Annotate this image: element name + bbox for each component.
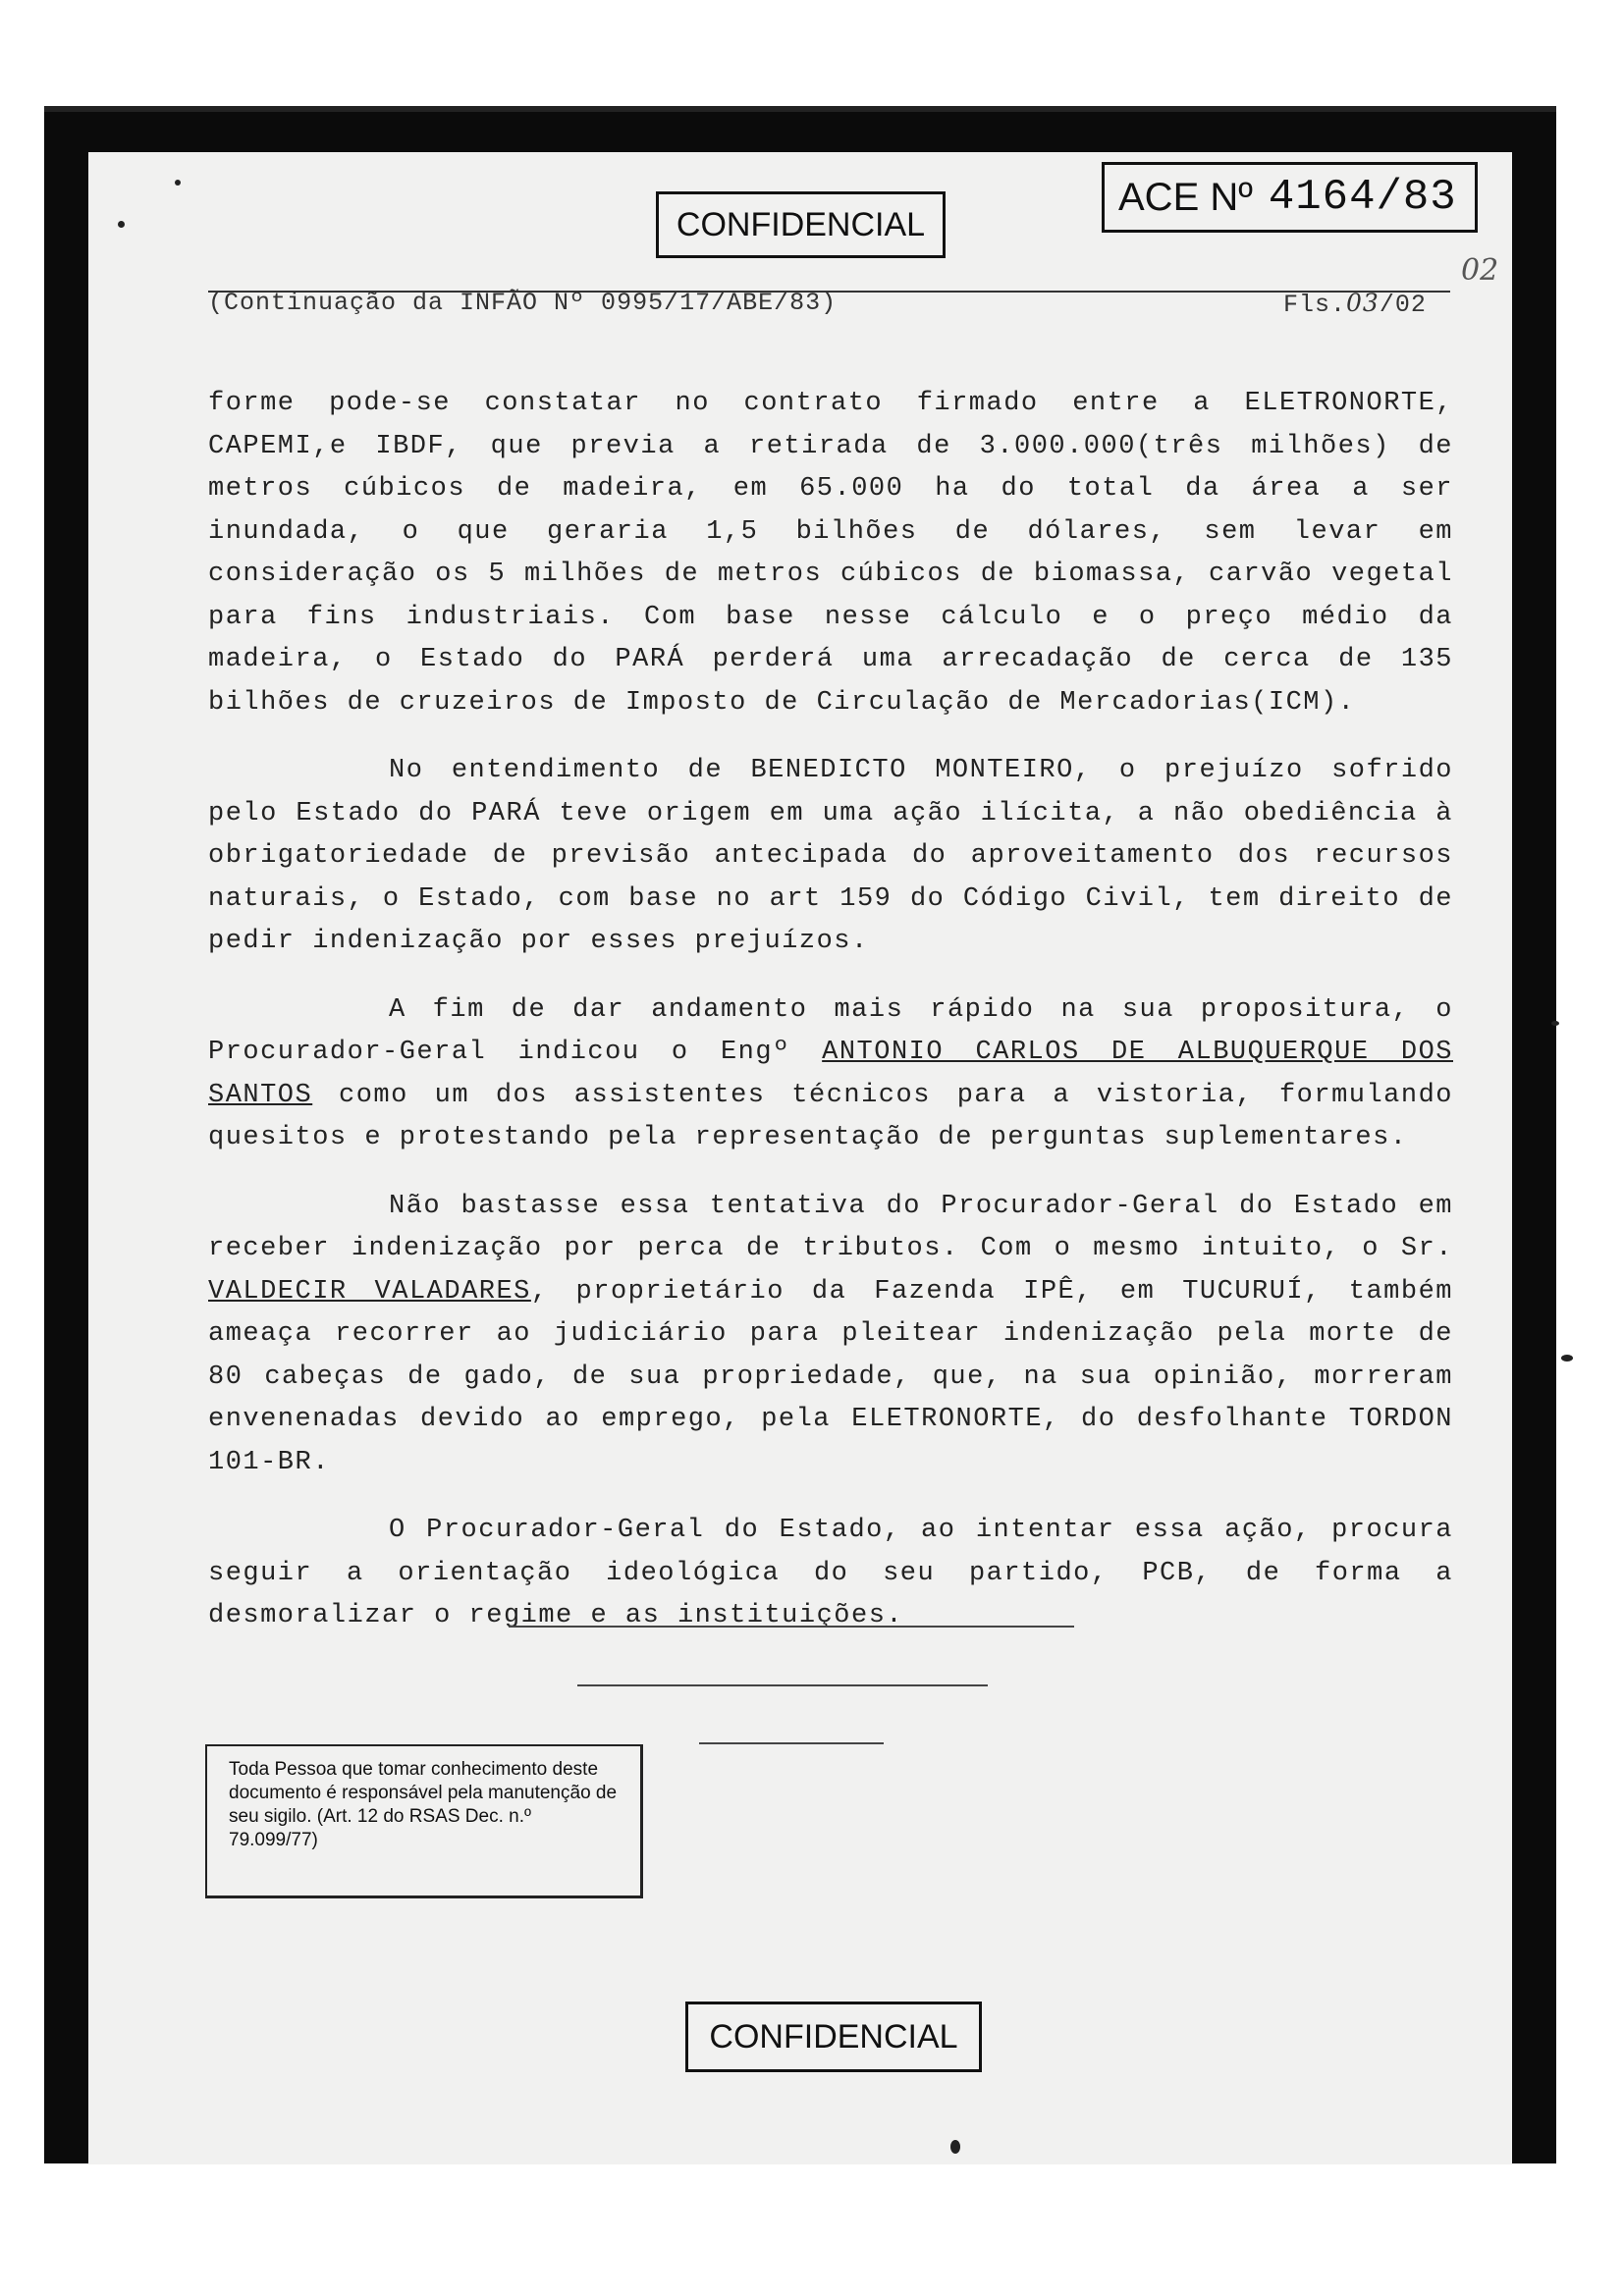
- scan-speck: [950, 2140, 960, 2154]
- paragraph-5: O Procurador-Geral do Estado, ao intentar essa ação, procura seguir a orientação ideológica do seu partido, PCB, de forma a desmoralizar o regime e as instituições.: [208, 1516, 1453, 1630]
- scan-speck: [118, 221, 125, 228]
- folio-prefix: Fls.: [1283, 291, 1347, 319]
- paragraph-1: forme pode-se constatar no contrato firmado entre a ELETRONORTE, CAPEMI,e IBDF, que previa a retirada de 3.000.000(três milhões) de metros cúbicos de madeira, em 65.000 ha do total da área a ser inundada, o que geraria 1,5 bilhões de dólares, sem levar em consideração os 5 milhões de metros cúbicos de biomassa, carvão vegetal para fins industriais. Com base nesse cálculo e o preço médio da madeira, o Estado do PARÁ perderá uma arrecadação de cerca de 135 bilhões de cruzeiros de Imposto de Circulação de Mercadorias(ICM).: [208, 389, 1453, 718]
- engineer-name: ANTONIO CARLOS DE ALBUQUERQUE DOS SANTOS: [208, 1038, 1454, 1110]
- paragraph-4-text-b: , proprietário da Fazenda IPÊ, em TUCURUÍ, também ameaça recorrer ao judiciário para pleitear indenização pela morte de 80 cabeças de gado, de sua propriedade, que, na sua opinião, morreram envenenadas devido ao emprego, pela ELETRONORTE, do desfolhante TORDON 101-BR.: [208, 1276, 1453, 1477]
- handwritten-page-mark: 02: [1461, 253, 1499, 288]
- paragraph-3-text-a: A fim de dar andamento mais rápido na sua propositura, o Procurador-Geral indicou o Engº: [208, 994, 1453, 1067]
- continuation-header: (Continuação da INFÃO Nº 0995/17/ABE/83): [208, 289, 838, 317]
- closing-rule-1: [509, 1626, 1074, 1628]
- paragraph-2: No entendimento de BENEDICTO MONTEIRO, o prejuízo sofrido pelo Estado do PARÁ teve origem em uma ação ilícita, a não obediência à obrigatoriedade de previsão antecipada do aproveitamento dos recursos naturais, o Estado, com base no art 159 do Código Civil, tem direito de pedir indenização por esses prejuízos.: [208, 756, 1453, 956]
- paragraph-3-text-b: como um dos assistentes técnicos para a vistoria, formulando quesitos e protestando pela representação de perguntas suplementares.: [208, 1080, 1453, 1152]
- paragraph-4: [208, 1186, 1453, 1485]
- header-rule: [208, 291, 1450, 293]
- scan-speck: [1561, 1355, 1573, 1362]
- confidential-stamp-top: CONFIDENCIAL: [656, 191, 946, 258]
- folio-handwritten: 03: [1346, 289, 1380, 317]
- folio-suffix: /02: [1379, 291, 1427, 319]
- ace-number-box: [1102, 162, 1478, 233]
- document-body: [208, 383, 1453, 1664]
- scan-frame-edge: [44, 106, 1556, 112]
- closing-rule-2: [577, 1684, 988, 1686]
- secrecy-notice-box: Toda Pessoa que tomar conhecimento deste documento é responsável pela manutenção de seu sigilo. (Art. 12 do RSAS Dec. n.º 79.099/77): [205, 1744, 643, 1898]
- confidential-stamp-bottom: CONFIDENCIAL: [685, 2002, 982, 2072]
- paragraph-4-text-a: Não bastasse essa tentativa do Procurador-Geral do Estado em receber indenização por perca de tributos. Com o mesmo intuito, o Sr.: [208, 1191, 1453, 1263]
- paragraph-3: [208, 989, 1453, 1160]
- ace-number: 4164/83: [1268, 173, 1457, 222]
- ace-label: ACE Nº: [1118, 175, 1253, 219]
- scan-speck: [175, 180, 181, 186]
- scan-speck: [1551, 1021, 1559, 1026]
- closing-rule-3: [699, 1742, 884, 1744]
- folio-number: [1283, 289, 1427, 319]
- landowner-name: VALDECIR VALADARES: [208, 1276, 531, 1307]
